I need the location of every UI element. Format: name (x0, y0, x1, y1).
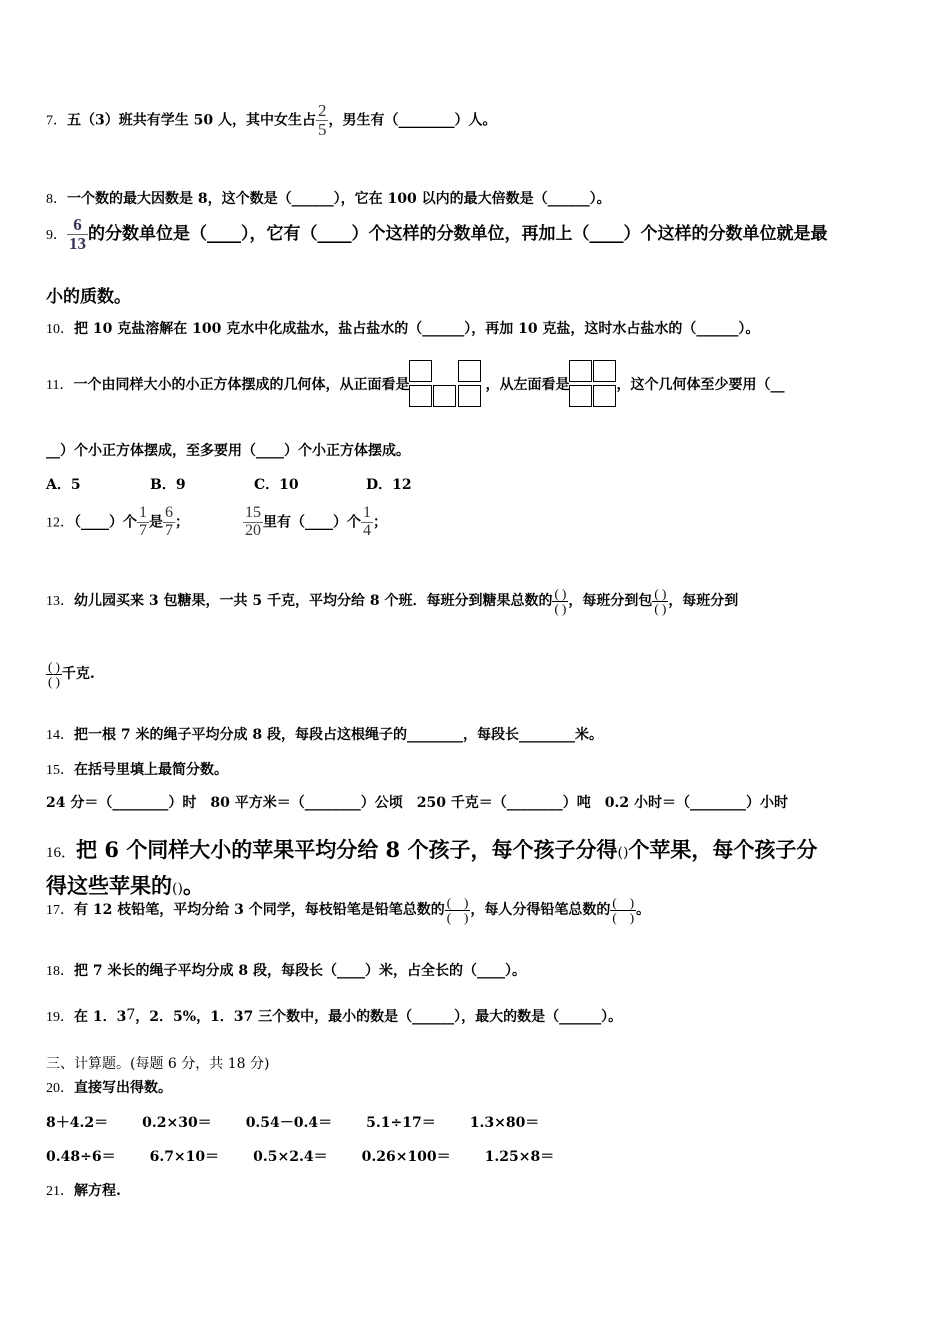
question-7: 7．五（3）班共有学生 50 人，其中女生占 $\frac{2}{5}$ ，男生有（________）人。 (46, 101, 497, 139)
left-view-grid (569, 360, 616, 410)
question-10: 10．把 10 克盐溶解在 100 克水中化成盐水，盐占盐水的（______），再加 10 克盐，这时水占盐水的（______）。 (46, 321, 760, 337)
question-16: 16．把 6 个同样大小的苹果平均分给 8 个孩子，每个孩子分得()个苹果，每个孩子分 (46, 837, 818, 862)
calc-item: 0.26×100＝ (361, 1149, 451, 1165)
blank-fraction: $\frac{( )}{( )}$ (48, 659, 60, 689)
question-19: 19．在 1．37，2．5%，1．37 三个数中，最小的数是（______），最大的数是（______）。 (46, 1007, 623, 1025)
question-8: 8．一个数的最大因数是 8，这个数是（______），它在 100 以内的最大倍数是（______）。 (46, 191, 611, 207)
calc-item: 0.54－0.4＝ (245, 1115, 333, 1131)
question-15: 15．在括号里填上最简分数。 (46, 762, 228, 778)
question-11: 11．一个由同样大小的小正方体摆成的几何体，从正面看是 ，从左面看是 ，这个几何体至少要用（__ (46, 348, 784, 400)
question-14: 14．把一根 7 米的绳子平均分成 8 段，每段占这根绳子的________，每段长________米。 (46, 727, 603, 743)
question-11-cont: __）个小正方体摆成，至多要用（____）个小正方体摆成。 (46, 443, 410, 459)
fraction-2-5: $\frac{2}{5}$ (317, 101, 327, 139)
calc-item: 0.2×30＝ (142, 1115, 212, 1131)
question-11-options (46, 474, 412, 494)
blank-fraction: $\frac{( )}{( )}$ (554, 586, 567, 616)
blank-fraction: $\frac{( )}{( )}$ (612, 895, 635, 925)
question-17: 17．有 12 枝铅笔，平均分给 3 个同学，每枝铅笔是铅笔总数的 $\frac{( )}{( )}$ ，每人分得铅笔总数的 $\frac{( )}{( )}$ 。 (46, 895, 651, 925)
calc-item: 1.3×80＝ (469, 1115, 540, 1131)
blank-fraction: $\frac{( )}{( )}$ (446, 895, 469, 925)
front-view-grid (409, 360, 485, 410)
question-13: 13．幼儿园买来 3 包糖果，一共 5 千克，平均分给 8 个班．每班分到糖果总数的 $\frac{( )}{( )}$ ，每班分到包 $\frac{( )}{( )}$ ，每班分到 (46, 586, 739, 616)
option-a: A．5 (46, 477, 81, 493)
option-b: B．9 (150, 477, 186, 493)
question-9-cont: 小的质数。 (46, 287, 131, 307)
calc-item: 6.7×10＝ (149, 1149, 220, 1165)
calc-item: 8＋4.2＝ (46, 1115, 109, 1131)
question-15-line2: 24 分＝（________）时 80 平方米＝（________）公顷 250 千克＝（________）吨 0.2 小时＝（________）小时 (46, 795, 789, 811)
calc-item: 1.25×8＝ (484, 1149, 555, 1165)
option-c: C．10 (254, 477, 299, 493)
question-16-cont: 得这些苹果的()。 (46, 873, 204, 898)
calc-row-1 (46, 1112, 573, 1132)
fraction-1-4: $\frac{1}{4}$ (363, 504, 371, 539)
section-3-heading: 三、计算题。(每题 6 分，共 18 分) (46, 1056, 270, 1072)
calc-item: 0.48÷6＝ (46, 1149, 116, 1165)
question-13-cont: $\frac{( )}{( )}$ 千克. (48, 659, 95, 689)
blank-fraction: $\frac{( )}{( )}$ (654, 586, 667, 616)
repeating-digit: 7 (126, 1007, 136, 1023)
calc-item: 5.1÷17＝ (366, 1115, 436, 1131)
question-20: 20．直接写出得数。 (46, 1080, 172, 1096)
fraction-15-20: $\frac{15}{20}$ (245, 504, 261, 539)
fraction-1-7: $\frac{1}{7}$ (139, 504, 147, 539)
question-21: 21．解方程. (46, 1183, 121, 1199)
fraction-6-7: $\frac{6}{7}$ (165, 504, 173, 539)
option-d: D．12 (366, 477, 412, 493)
fraction-6-13: $\frac{6}{13}$ (69, 215, 86, 253)
question-18: 18．把 7 米长的绳子平均分成 8 段，每段长（____）米，占全长的（____）。 (46, 963, 526, 979)
question-12: 12．（____）个 $\frac{1}{7}$ 是 $\frac{6}{7}$ ； $\frac{15}{20}$ 里有（____）个 $\frac{1}{4}$ ； (46, 504, 387, 539)
calc-row-2 (46, 1146, 588, 1166)
question-9: 9． $\frac{6}{13}$ 的分数单位是（____），它有（____）个这样的分数单位，再加上（____）个这样的分数单位就是最 (46, 215, 828, 253)
calc-item: 0.5×2.4＝ (253, 1149, 328, 1165)
